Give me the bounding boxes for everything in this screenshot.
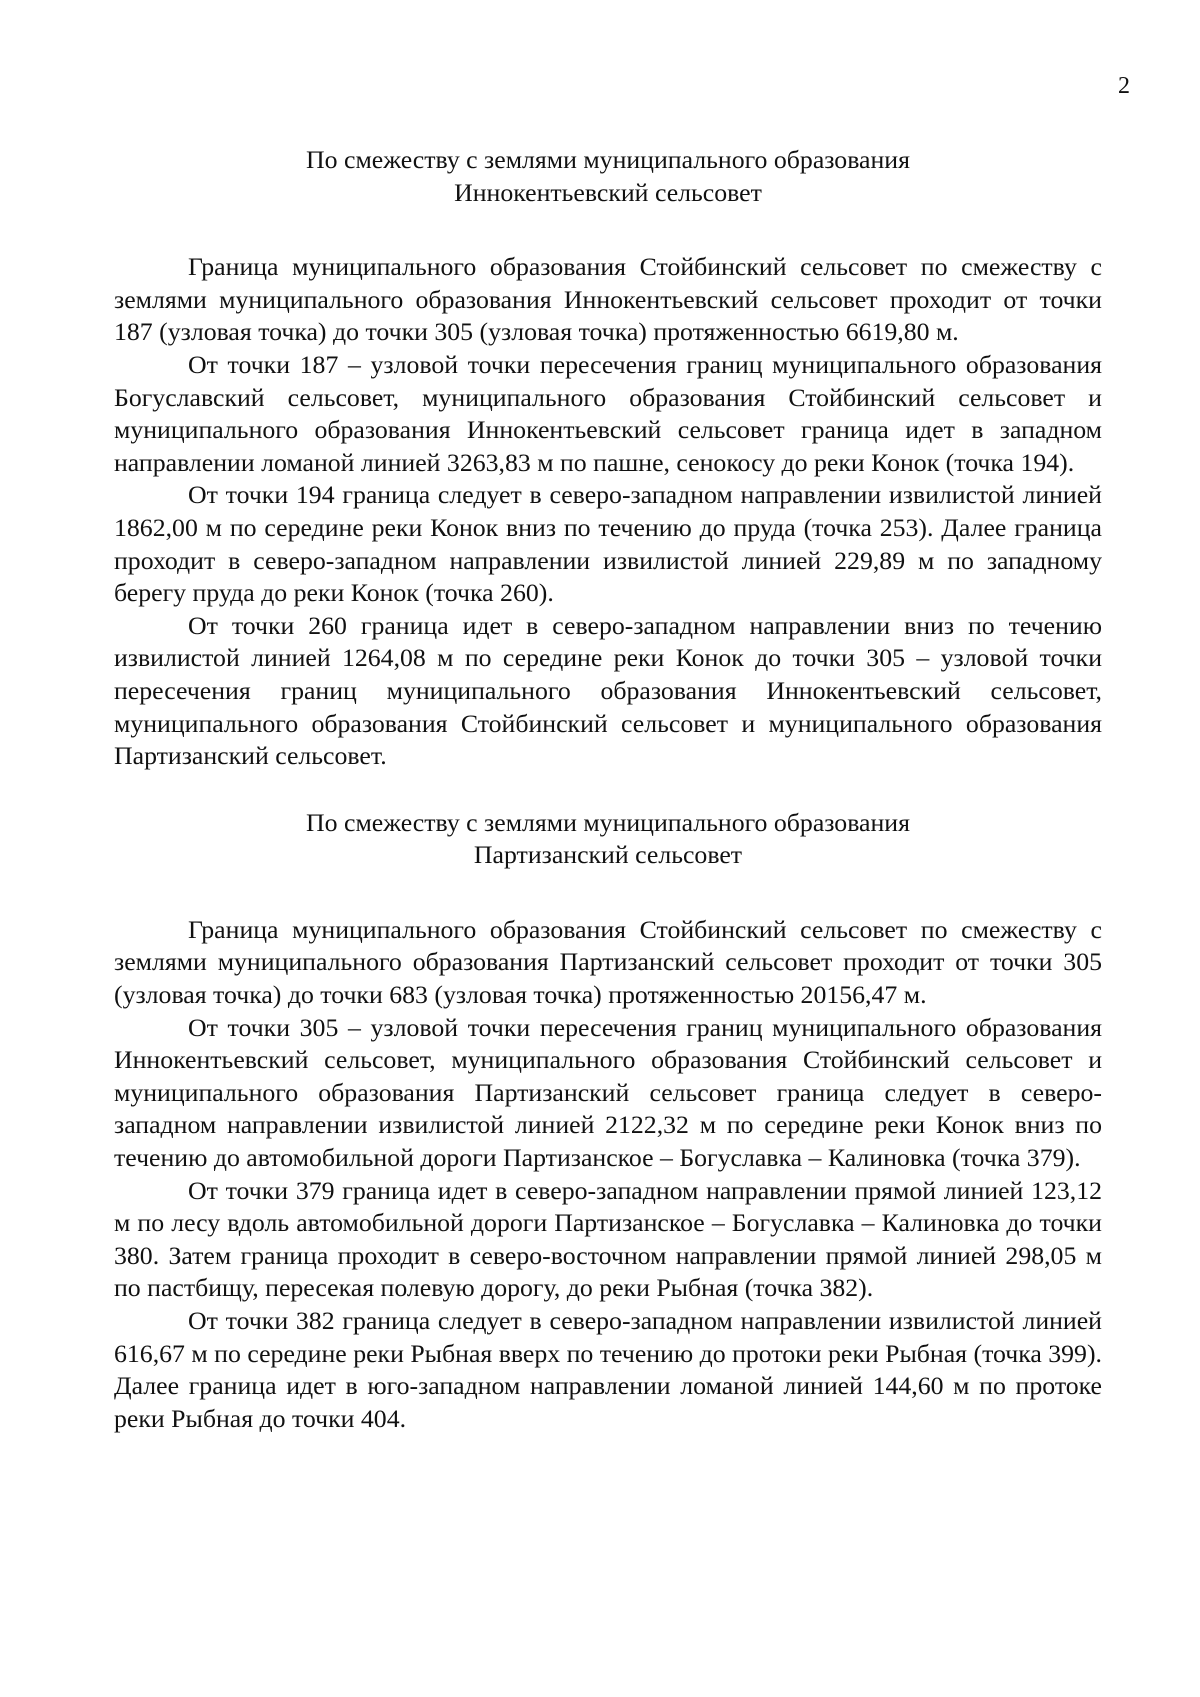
paragraph: Граница муниципального образования Стойбинский сельсовет по смежеству с землями муниципального образования Партизанский сельсовет проходит от точки 305 (узловая точка) до точки 683 (узловая точка) протяженностью 20156,47 м. xyxy=(114,914,1102,1010)
paragraph: От точки 194 граница следует в северо-западном направлении извилистой линией 1862,00 м по середине реки Конок вниз по течению до пруда (точка 253). Далее граница проходит в северо-западном направлении извилистой линией 229,89 м по западному берегу пруда до реки Конок (точка 260). xyxy=(114,480,1102,608)
section-heading-innokentievsky xyxy=(114,144,1102,209)
paragraph: От точки 187 – узловой точки пересечения границ муниципального образования Богуславский сельсовет, муниципального образования Стойбинский сельсовет и муниципального образования Иннокентьевский сельсовет граница идет в западном направлении ломаной линией 3263,83 м по пашне, сенокосу до реки Конок (точка 194). xyxy=(114,349,1102,477)
section-heading-line: По смежеству с землями муниципального образования xyxy=(306,145,910,174)
paragraph: От точки 382 граница следует в северо-западном направлении извилистой линией 616,67 м по середине реки Рыбная вверх по течению до протоки реки Рыбная (точка 399). Далее граница идет в юго-западном направлении ломаной линией 144,60 м по протоке реки Рыбная до точки 404. xyxy=(114,1306,1102,1433)
page-number: 2 xyxy=(1118,73,1130,99)
paragraph: От точки 260 граница идет в северо-западном направлении вниз по течению извилистой линией 1264,08 м по середине реки Конок до точки 305 – узловой точки пересечения границ муниципального образования Иннокентьевский сельсовет, муниципального образования Стойбинский сельсовет и муниципального образования Партизанский сельсовет. xyxy=(114,610,1102,771)
section-heading-line: Иннокентьевский сельсовет xyxy=(454,177,762,207)
paragraph: От точки 305 – узловой точки пересечения границ муниципального образования Иннокентьевский сельсовет, муниципального образования Стойбинский сельсовет и муниципального образования Партизанский сельсовет граница следует в северо-западном направлении извилистой линией 2122,32 м по середине реки Конок вниз по течению до автомобильной дороги Партизанское – Богуславка – Калиновка (точка 379). xyxy=(114,1012,1102,1173)
paragraph: Граница муниципального образования Стойбинский сельсовет по смежеству с землями муниципального образования Иннокентьевский сельсовет проходит от точки 187 (узловая точка) до точки 305 (узловая точка) протяженностью 6619,80 м. xyxy=(114,252,1102,347)
section-heading-line: Партизанский сельсовет xyxy=(473,840,743,870)
section-heading-line: По смежеству с землями муниципального образования xyxy=(306,807,910,837)
document-body xyxy=(114,144,1102,1435)
section-heading-partizansky xyxy=(114,807,1102,872)
paragraph: От точки 379 граница идет в северо-западном направлении прямой линией 123,12 м по лесу вдоль автомобильной дороги Партизанское – Богуславка – Калиновка до точки 380. Затем граница проходит в северо-восточном направлении прямой линией 298,05 м по пастбищу, пересекая полевую дорогу, до реки Рыбная (точка 382). xyxy=(114,1175,1102,1303)
